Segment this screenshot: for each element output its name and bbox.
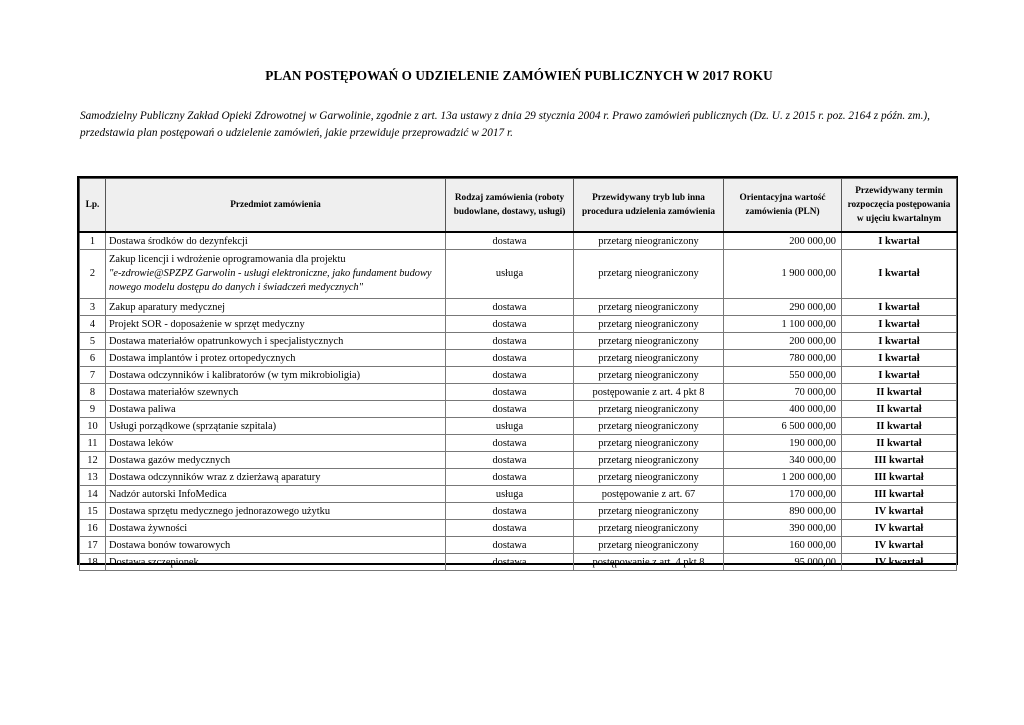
- cell-mode: przetarg nieograniczony: [574, 232, 724, 250]
- table-row: [80, 486, 957, 503]
- table-row: [80, 537, 957, 554]
- cell-mode: przetarg nieograniczony: [574, 537, 724, 554]
- cell-kind: dostawa: [446, 520, 574, 537]
- cell-kind: dostawa: [446, 384, 574, 401]
- cell-term: I kwartał: [842, 333, 957, 350]
- cell-kind: usługa: [446, 486, 574, 503]
- cell-kind: dostawa: [446, 503, 574, 520]
- cell-term: IV kwartał: [842, 503, 957, 520]
- cell-kind: dostawa: [446, 350, 574, 367]
- cell-value: 200 000,00: [724, 333, 842, 350]
- cell-value: 290 000,00: [724, 299, 842, 316]
- cell-subject: Dostawa materiałów szewnych: [106, 384, 446, 401]
- cell-kind: dostawa: [446, 316, 574, 333]
- cell-subject: Dostawa leków: [106, 435, 446, 452]
- cell-subject: Nadzór autorski InfoMedica: [106, 486, 446, 503]
- cell-lp: 7: [80, 367, 106, 384]
- cell-mode: przetarg nieograniczony: [574, 469, 724, 486]
- cell-subject: [106, 250, 446, 299]
- cell-lp: 11: [80, 435, 106, 452]
- cell-subject: Dostawa żywności: [106, 520, 446, 537]
- cell-mode: przetarg nieograniczony: [574, 435, 724, 452]
- cell-lp: 16: [80, 520, 106, 537]
- cell-mode: przetarg nieograniczony: [574, 452, 724, 469]
- table-row: [80, 250, 957, 299]
- header-kind: Rodzaj zamówienia (roboty budowlane, dostawy, usługi): [446, 179, 574, 233]
- cell-lp: 15: [80, 503, 106, 520]
- cell-subject: Usługi porządkowe (sprzątanie szpitala): [106, 418, 446, 435]
- table-row: [80, 452, 957, 469]
- cell-kind: dostawa: [446, 333, 574, 350]
- cell-subject: Projekt SOR - doposażenie w sprzęt medyczny: [106, 316, 446, 333]
- cell-subject: Dostawa bonów towarowych: [106, 537, 446, 554]
- table-row: [80, 350, 957, 367]
- cell-value: 400 000,00: [724, 401, 842, 418]
- cell-term: I kwartał: [842, 299, 957, 316]
- table-row: [80, 418, 957, 435]
- header-term: Przewidywany termin rozpoczęcia postępowania w ujęciu kwartalnym: [842, 179, 957, 233]
- cell-lp: 10: [80, 418, 106, 435]
- cell-kind: usługa: [446, 250, 574, 299]
- table-row: [80, 316, 957, 333]
- cell-subject: Dostawa paliwa: [106, 401, 446, 418]
- table-row: [80, 232, 957, 250]
- cell-term: IV kwartał: [842, 554, 957, 571]
- cell-subject: Dostawa gazów medycznych: [106, 452, 446, 469]
- table-row: [80, 299, 957, 316]
- cell-value: 1 100 000,00: [724, 316, 842, 333]
- cell-lp: 4: [80, 316, 106, 333]
- cell-mode: przetarg nieograniczony: [574, 333, 724, 350]
- cell-value: 6 500 000,00: [724, 418, 842, 435]
- cell-value: 70 000,00: [724, 384, 842, 401]
- cell-kind: usługa: [446, 418, 574, 435]
- cell-kind: dostawa: [446, 452, 574, 469]
- procurement-plan-table: [79, 178, 957, 571]
- cell-kind: dostawa: [446, 232, 574, 250]
- cell-kind: dostawa: [446, 554, 574, 571]
- cell-term: III kwartał: [842, 486, 957, 503]
- cell-subject: Dostawa odczynników wraz z dzierżawą aparatury: [106, 469, 446, 486]
- cell-lp: 13: [80, 469, 106, 486]
- cell-kind: dostawa: [446, 435, 574, 452]
- table-row: [80, 333, 957, 350]
- table-row: [80, 554, 957, 571]
- cell-value: 190 000,00: [724, 435, 842, 452]
- cell-mode: przetarg nieograniczony: [574, 250, 724, 299]
- cell-mode: przetarg nieograniczony: [574, 520, 724, 537]
- cell-mode: przetarg nieograniczony: [574, 503, 724, 520]
- cell-lp: 6: [80, 350, 106, 367]
- cell-mode: przetarg nieograniczony: [574, 367, 724, 384]
- cell-value: 1 200 000,00: [724, 469, 842, 486]
- table-row: [80, 367, 957, 384]
- cell-mode: przetarg nieograniczony: [574, 418, 724, 435]
- header-subject: Przedmiot zamówienia: [106, 179, 446, 233]
- cell-mode: postępowanie z art. 4 pkt 8: [574, 554, 724, 571]
- cell-lp: 14: [80, 486, 106, 503]
- header-mode: Przewidywany tryb lub inna procedura udzielenia zamówienia: [574, 179, 724, 233]
- cell-term: IV kwartał: [842, 520, 957, 537]
- cell-subject-project-name: "e-zdrowie@SPZPZ Garwolin - usługi elektroniczne, jako fundament budowy nowego modelu dostępu do danych i świadczeń medycznych": [109, 268, 432, 293]
- table-row: [80, 469, 957, 486]
- cell-term: II kwartał: [842, 384, 957, 401]
- cell-mode: przetarg nieograniczony: [574, 401, 724, 418]
- cell-value: 340 000,00: [724, 452, 842, 469]
- header-value: Orientacyjna wartość zamówienia (PLN): [724, 179, 842, 233]
- table-row: [80, 401, 957, 418]
- cell-term: III kwartał: [842, 469, 957, 486]
- cell-lp: 18: [80, 554, 106, 571]
- cell-value: 890 000,00: [724, 503, 842, 520]
- cell-subject: Dostawa implantów i protez ortopedycznych: [106, 350, 446, 367]
- cell-lp: 3: [80, 299, 106, 316]
- cell-lp: 2: [80, 250, 106, 299]
- cell-lp: 17: [80, 537, 106, 554]
- cell-value: 160 000,00: [724, 537, 842, 554]
- cell-term: I kwartał: [842, 350, 957, 367]
- cell-lp: 1: [80, 232, 106, 250]
- cell-subject: Dostawa materiałów opatrunkowych i specjalistycznych: [106, 333, 446, 350]
- cell-value: 780 000,00: [724, 350, 842, 367]
- cell-term: IV kwartał: [842, 537, 957, 554]
- cell-kind: dostawa: [446, 401, 574, 418]
- cell-kind: dostawa: [446, 367, 574, 384]
- table-row: [80, 384, 957, 401]
- cell-subject: Dostawa odczynników i kalibratorów (w tym mikrobioligia): [106, 367, 446, 384]
- cell-subject: Dostawa sprzętu medycznego jednorazowego użytku: [106, 503, 446, 520]
- cell-subject: Zakup aparatury medycznej: [106, 299, 446, 316]
- page-title: PLAN POSTĘPOWAŃ O UDZIELENIE ZAMÓWIEŃ PUBLICZNYCH W 2017 ROKU: [265, 68, 773, 83]
- cell-mode: przetarg nieograniczony: [574, 316, 724, 333]
- cell-value: 550 000,00: [724, 367, 842, 384]
- cell-lp: 8: [80, 384, 106, 401]
- header-lp: Lp.: [80, 179, 106, 233]
- cell-value: 95 000,00: [724, 554, 842, 571]
- cell-kind: dostawa: [446, 469, 574, 486]
- cell-mode: przetarg nieograniczony: [574, 350, 724, 367]
- table-row: [80, 435, 957, 452]
- cell-mode: postępowanie z art. 4 pkt 8: [574, 384, 724, 401]
- cell-term: I kwartał: [842, 316, 957, 333]
- cell-lp: 9: [80, 401, 106, 418]
- cell-term: I kwartał: [842, 250, 957, 299]
- cell-lp: 12: [80, 452, 106, 469]
- cell-subject: Dostawa środków do dezynfekcji: [106, 232, 446, 250]
- cell-kind: dostawa: [446, 537, 574, 554]
- table-row: [80, 503, 957, 520]
- cell-term: III kwartał: [842, 452, 957, 469]
- cell-term: II kwartał: [842, 435, 957, 452]
- cell-value: 170 000,00: [724, 486, 842, 503]
- cell-term: II kwartał: [842, 418, 957, 435]
- cell-value: 200 000,00: [724, 232, 842, 250]
- cell-kind: dostawa: [446, 299, 574, 316]
- cell-lp: 5: [80, 333, 106, 350]
- cell-subject-text: Zakup licencji i wdrożenie oprogramowania dla projektu: [109, 254, 346, 265]
- cell-term: I kwartał: [842, 367, 957, 384]
- table-header-row: [80, 179, 957, 233]
- cell-value: 390 000,00: [724, 520, 842, 537]
- intro-paragraph: Samodzielny Publiczny Zakład Opieki Zdrowotnej w Garwolinie, zgodnie z art. 13a ustawy z dnia 29 stycznia 2004 r. Prawo zamówień publicznych (Dz. U. z 2015 r. poz. 2164 z późn. zm.), przedstawia plan postępowań o udzielenie zamówień, jakie przewiduje przeprowadzić w 2017 r.: [80, 110, 930, 139]
- cell-term: I kwartał: [842, 232, 957, 250]
- cell-value: 1 900 000,00: [724, 250, 842, 299]
- cell-term: II kwartał: [842, 401, 957, 418]
- cell-subject: Dostawa szczepionek: [106, 554, 446, 571]
- cell-mode: postępowanie z art. 67: [574, 486, 724, 503]
- table-row: [80, 520, 957, 537]
- cell-mode: przetarg nieograniczony: [574, 299, 724, 316]
